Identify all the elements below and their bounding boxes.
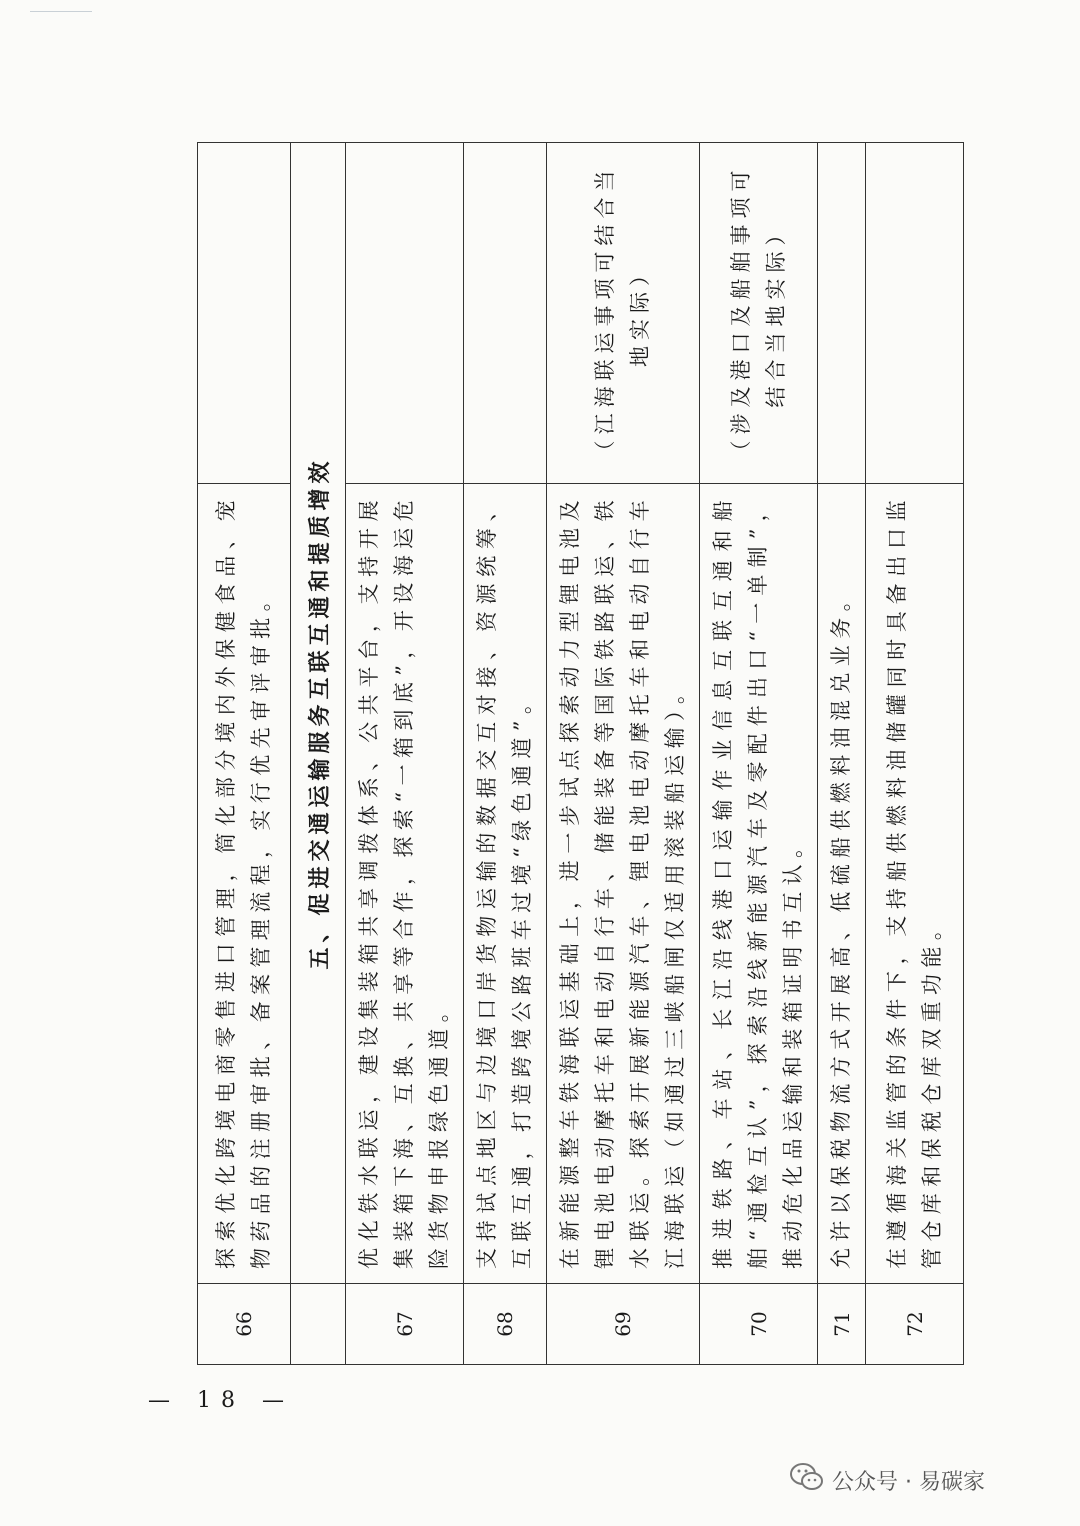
table-row	[464, 143, 547, 1365]
watermark-text: 公众号 · 易碳家	[832, 1469, 985, 1495]
row-content: 优化铁水联运，建设集装箱共享调拨体系、公共平台，支持开展集装箱下海、互换、共享等合作，探索“一箱到底”，开设海运危险货物申报绿色通道。	[346, 484, 464, 1284]
table-row	[700, 143, 818, 1365]
row-content: 支持试点地区与边境口岸货物运输的数据交互对接、资源统筹、互联互通，打造跨境公路班车过境“绿色通道”。	[464, 484, 547, 1284]
row-number: 71	[818, 1284, 866, 1365]
row-note	[866, 143, 964, 484]
empty-cell	[291, 1284, 346, 1365]
wechat-icon	[790, 1462, 824, 1498]
row-note	[818, 143, 866, 484]
page-number: — 18 —	[148, 1388, 294, 1413]
table-row	[818, 143, 866, 1365]
row-number: 68	[464, 1284, 547, 1365]
row-note	[346, 143, 464, 484]
row-number: 66	[198, 1284, 291, 1365]
row-note: （涉及港口及船舶事项可结合当地实际）	[700, 143, 818, 484]
row-content: 探索优化跨境电商零售进口管理，简化部分境内外保健食品、宠物药品的注册审批、备案管理流程，实行优先审评审批。	[198, 484, 291, 1284]
table-row	[866, 143, 964, 1365]
row-note: （江海联运事项可结合当地实际）	[547, 143, 700, 484]
section-header-row	[291, 143, 346, 1365]
section-header: 五、促进交通运输服务互联互通和提质增效	[291, 143, 346, 1284]
row-content: 推进铁路、车站、长江沿线港口运输作业信息互联互通和船舶“通检互认”，探索沿线新能源汽车及零配件出口“一单制”，推动危化品运输和装箱证明书互认。	[700, 484, 818, 1284]
table-row	[346, 143, 464, 1365]
table-row	[547, 143, 700, 1365]
row-content: 允许以保税物流方式开展高、低硫船供燃料油混兑业务。	[818, 484, 866, 1284]
row-note	[198, 143, 291, 484]
row-number: 67	[346, 1284, 464, 1365]
table-row	[198, 143, 291, 1365]
rotated-table-container	[197, 164, 944, 1365]
watermark	[790, 1462, 985, 1498]
row-note	[464, 143, 547, 484]
scan-artifact-line	[30, 11, 92, 12]
row-content: 在新能源整车铁海联运基础上，进一步试点探索动力型锂电池及锂电池电动摩托车和电动自行车、储能装备等国际铁路联运、铁水联运。探索开展新能源汽车、锂电池电动摩托车和电动自行车江海联运（如通过三峡船闸仅适用滚装船运输）。	[547, 484, 700, 1284]
row-number: 72	[866, 1284, 964, 1365]
row-number: 70	[700, 1284, 818, 1365]
policy-table	[197, 142, 964, 1365]
row-number: 69	[547, 1284, 700, 1365]
row-content: 在遵循海关监管的条件下，支持船供燃料油储罐同时具备出口监管仓库和保税仓库双重功能。	[866, 484, 964, 1284]
